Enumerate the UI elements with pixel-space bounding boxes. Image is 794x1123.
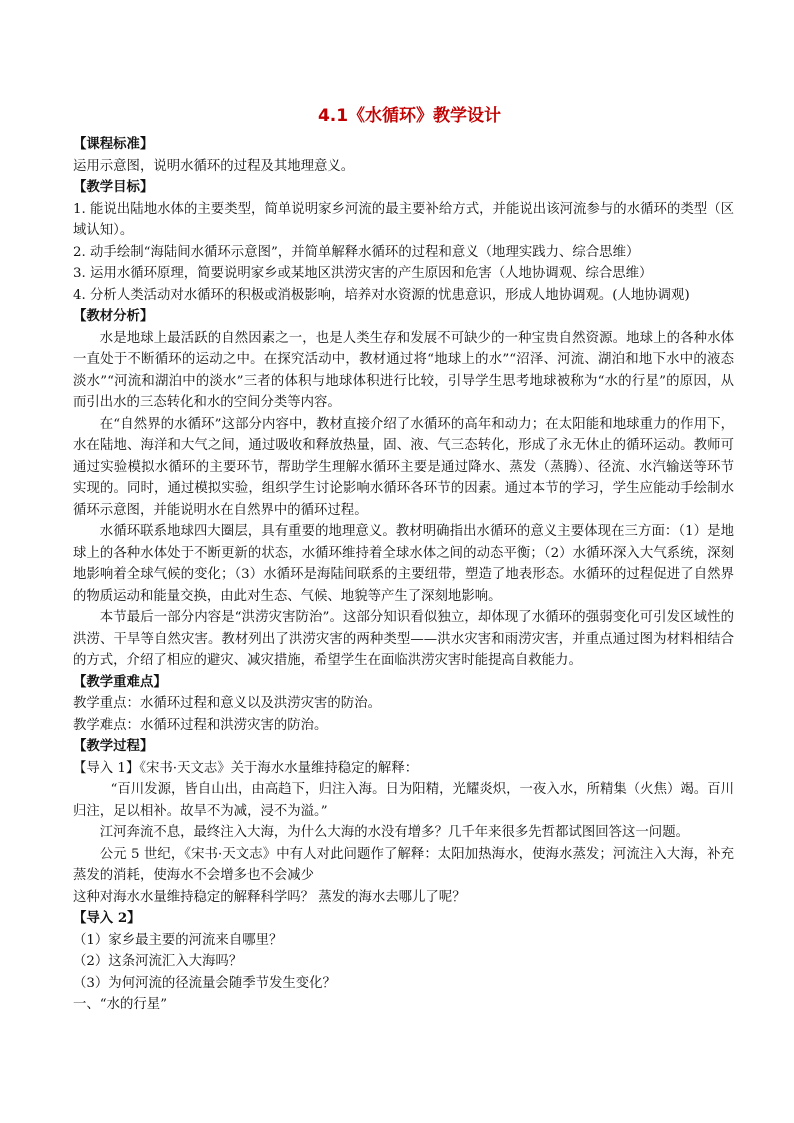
intro1-heading: 【导入 1】《宋书·天文志》关于海水水量维持稳定的解释： bbox=[73, 760, 419, 776]
goal-item: 4. 分析人类活动对水循环的积极或消极影响，培养对水资源的忧患意识，形成人地协调观。(人地协调观) bbox=[73, 287, 690, 303]
goal-item: 2. 动手绘制“海陆间水循环示意图”，并简单解释水循环的过程和意义（地理实践力、综合思维） bbox=[73, 244, 640, 260]
goal-list bbox=[73, 199, 734, 307]
intro1-paragraph: 江河奔流不息，最终注入大海，为什么大海的水没有增多？几千年来很多先哲都试图回答这一问题。 bbox=[99, 825, 689, 840]
question-item: （1）家乡最主要的河流来自哪里？ bbox=[73, 932, 283, 948]
section-heading-keypoints: 【教学重难点】 bbox=[73, 673, 167, 690]
section-heading-analysis: 【教材分析】 bbox=[73, 308, 154, 324]
intro1-quote: “百川发源，皆自山出，由高趋下，归注入海。日为阳精，光耀炎炽，一夜入水，所精集（火焦）竭。百川归注，足以相补。故旱不为减，浸不为溢。” bbox=[73, 782, 734, 819]
section-heading-goals: 【教学目标】 bbox=[73, 179, 154, 195]
paragraph-analysis: 本节最后一部分内容是“洪涝灾害防治”。这部分知识看似独立，却体现了水循环的强弱变化可引发区域性的洪涝、干旱等自然灾害。教材列出了洪涝灾害的两种类型——洪水灾害和雨涝灾害，并重点通过图为材料相结合的方式，介绍了相应的避灾、减灾措施，希望学生在面临洪涝灾害时能提高自救能力。 bbox=[73, 610, 734, 668]
paragraph-analysis: 水是地球上最活跃的自然因素之一，也是人类生存和发展不可缺少的一种宝贵自然资源。地球上的各种水体一直处于不断循环的运动之中。在探究活动中，教材通过将“地球上的水”“沼泽、河流、湖泊和地下水中的液态淡水”“河流和湖泊中的淡水”三者的体积与地球体积进行比较，引导学生思考地球被称为“水的行星”的原因，从而引出水的三态转化和水的空间分类等内容。 bbox=[73, 330, 734, 410]
document-title: 4.1《水循环》教学设计 bbox=[317, 106, 502, 126]
section-title-water-planet: 一、“水的行星” bbox=[73, 997, 168, 1012]
paragraph-analysis: 水循环联系地球四大圈层，具有重要的地理意义。教材明确指出水循环的意义主要体现在三方面：（1）是地球上的各种水体处于不断更新的状态，水循环维持着全球水体之间的动态平衡；（2）水循环深入大气系统，深刻地影响着全球气候的变化；（3）水循环是海陆间联系的主要纽带，塑造了地表形态。水循环的过程促进了自然界的物质运动和能量交换，由此对生态、气候、地貌等产生了深刻地影响。 bbox=[73, 524, 734, 604]
intro2-question-list bbox=[73, 930, 734, 995]
paragraph-analysis: 在“自然界的水循环”这部分内容中，教材直接介绍了水循环的高年和动力；在太阳能和地球重力的作用下，水在陆地、海洋和大气之间，通过吸收和释放热量，固、液、气三态转化，形成了永无休止的循环运动。教师可通过实验模拟水循环的主要环节，帮助学生理解水循环主要是通过降水、蒸发（蒸腾）、径流、水汽输送等环节实现的。同时，通过模拟实验，组织学生讨论影响水循环各环节的因素。通过本节的学习，学生应能动手绘制水循环示意图，并能说明水在自然界中的循环过程。 bbox=[73, 416, 734, 518]
section-heading-standard: 【课程标准】 bbox=[73, 136, 154, 152]
paragraph-difficult-point: 教学难点：水循环过程和洪涝灾害的防治。 bbox=[73, 717, 328, 733]
goal-item: 3. 运用水循环原理，简要说明家乡或某地区洪涝灾害的产生原因和危害（人地协调观、综合思维） bbox=[73, 266, 653, 281]
question-item: （2）这条河流汇入大海吗？ bbox=[73, 954, 243, 969]
goal-item: 1. 能说出陆地水体的主要类型，简单说明家乡河流的最主要补给方式，并能说出该河流参与的水循环的类型（区域认知）。 bbox=[73, 201, 734, 238]
paragraph-standard: 运用示意图，说明水循环的过程及其地理意义。 bbox=[73, 158, 355, 174]
paragraph-key-point: 教学重点：水循环过程和意义以及洪涝灾害的防治。 bbox=[73, 696, 381, 711]
section-heading-process: 【教学过程】 bbox=[73, 738, 154, 754]
question-item: （3）为何河流的径流量会随季节发生变化？ bbox=[73, 975, 336, 991]
intro1-question: 这种对海水水量维持稳定的解释科学吗？ 蒸发的海水去哪儿了呢？ bbox=[73, 889, 466, 905]
intro1-paragraph: 公元 5 世纪，《宋书·天文志》中有人对此问题作了解释：太阳加热海水，使海水蒸发；河流注入大海，补充蒸发的消耗，使海水不会增多也不会减少 bbox=[73, 846, 734, 883]
intro2-heading: 【导入 2】 bbox=[73, 910, 141, 926]
